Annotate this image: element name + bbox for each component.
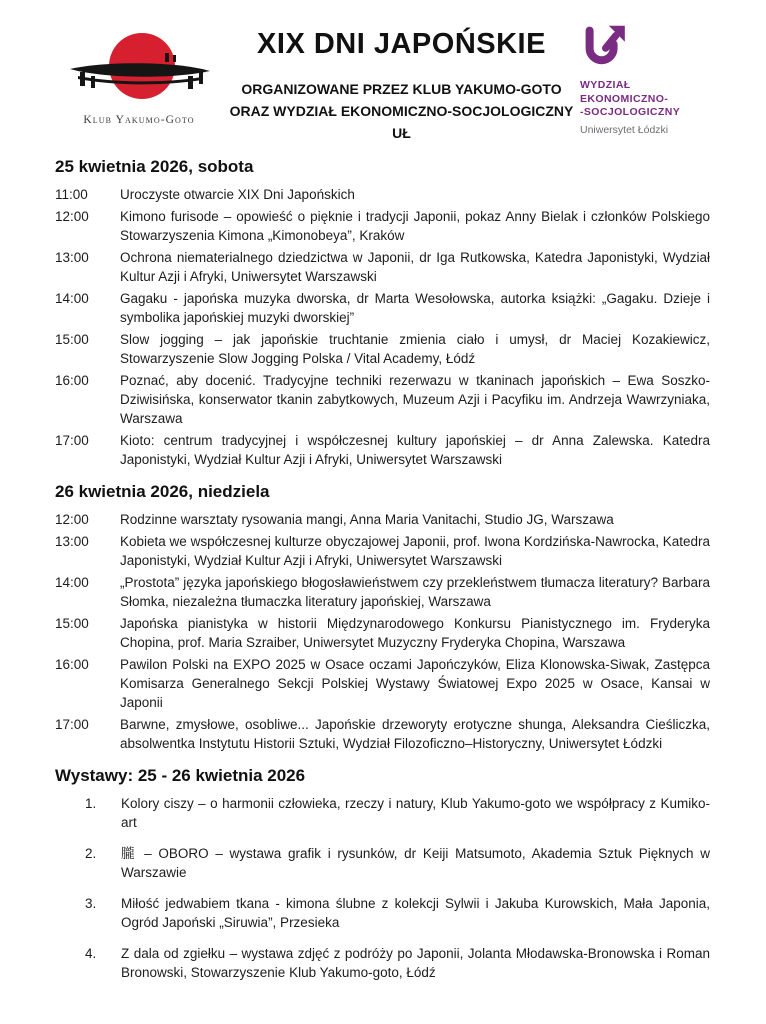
day-heading-saturday: 25 kwietnia 2026, sobota	[55, 157, 254, 176]
entry-text: Japońska pianistyka w historii Międzynarodowego Konkursu Pianistycznego im. Fryderyka Chopina, prof. Maria Szraiber, Uniwersytet Muzyczny Fryderyka Chopina, Warszawa	[120, 616, 710, 650]
entry-text: Pawilon Polski na EXPO 2025 w Osace oczami Japończyków, Eliza Klonowska-Siwak, Zastępca Komisarza Generalnego Sekcji Polskiej Wystawy Światowej Expo 2025 w Osace, Kansai w Japonii	[120, 657, 710, 710]
university-logo	[580, 24, 710, 136]
entry-text: Rodzinne warsztaty rysowania mangi, Anna Maria Vanitachi, Studio JG, Warszawa	[120, 512, 614, 527]
university-u-arrow-icon	[580, 24, 628, 74]
schedule-entry	[55, 614, 710, 652]
subtitle-line-1: ORGANIZOWANE PRZEZ KLUB YAKUMO-GOTO	[241, 81, 562, 97]
page-title: XIX DNI JAPOŃSKIE	[257, 28, 546, 60]
entry-time: 15:00	[55, 616, 89, 631]
schedule-entry	[55, 248, 710, 286]
schedule-entry	[55, 510, 710, 529]
exhibition-item	[85, 894, 710, 932]
entry-time: 15:00	[55, 332, 89, 347]
entry-time: 14:00	[55, 575, 89, 590]
faculty-name-line-3: -SOCJOLOGICZNY	[580, 106, 681, 118]
schedule-entry	[55, 431, 710, 469]
exhibition-text: Z dala od zgiełku – wystawa zdjęć z podróży po Japonii, Jolanta Młodawska-Bronowska i Roman Bronowski, Stowarzyszenie Klub Yakumo-goto, Łódź	[121, 946, 710, 980]
exhibition-number: 3.	[85, 896, 97, 911]
entry-text: Poznać, aby docenić. Tradycyjne techniki rezerwazu w tkaninach japońskich – Ewa Soszko-Dziwisińska, konserwator tkanin zabytkowych, Muzeum Azji i Pacyfiku im. Andrzeja Wawrzyniaka, Warszawa	[120, 373, 710, 426]
entry-time: 12:00	[55, 209, 89, 224]
entry-time: 11:00	[55, 187, 88, 202]
exhibitions-heading: Wystawy: 25 - 26 kwietnia 2026	[55, 766, 306, 785]
entry-text: Slow jogging – jak japońskie truchtanie zmienia ciało i umysł, dr Maciej Kozakiewicz, Stowarzyszenie Slow Jogging Polska / Vital Academy, Łódź	[120, 332, 710, 366]
schedule-entry	[55, 655, 710, 712]
exhibition-item	[85, 794, 710, 832]
university-name: Uniwersytet Łódzki	[580, 123, 669, 136]
exhibition-item	[85, 844, 710, 882]
entry-text: Ochrona niematerialnego dziedzictwa w Japonii, dr Iga Rutkowska, Katedra Japonistyki, Wydział Kultur Azji i Afryki, Uniwersytet Warszawski	[120, 250, 710, 284]
schedule-entry	[55, 573, 710, 611]
entry-time: 16:00	[55, 657, 89, 672]
exhibition-number: 1.	[85, 796, 97, 811]
schedule-entry	[55, 207, 710, 245]
document-header	[55, 24, 710, 144]
entry-time: 17:00	[55, 717, 89, 732]
schedule-entry	[55, 289, 710, 327]
schedule-entry	[55, 532, 710, 570]
faculty-name-line-1: WYDZIAŁ	[580, 79, 631, 91]
schedule-entry	[55, 371, 710, 428]
day-heading-sunday: 26 kwietnia 2026, niedziela	[55, 482, 270, 501]
entry-text: Gagaku - japońska muzyka dworska, dr Marta Wesołowska, autorka książki: „Gagaku. Dzieje i symbolika japońskiej muzyki dworskiej”	[120, 291, 710, 325]
exhibition-text: 朧 – OBORO – wystawa grafik i rysunków, dr Keiji Matsumoto, Akademia Sztuk Pięknych w Warszawie	[121, 846, 710, 880]
entry-text: Barwne, zmysłowe, osobliwe... Japońskie drzeworyty erotyczne shunga, Aleksandra Cieśliczka, absolwentka Instytutu Historii Sztuki, Wydział Filozoficzno–Historyczny, Uniwersytet Łódzki	[120, 717, 710, 751]
entry-text: Kimono furisode – opowieść o pięknie i tradycji Japonii, pokaz Anny Bielak i członków Polskiego Stowarzyszenia Kimona „Kimonobeya”, Kraków	[120, 209, 710, 243]
entry-time: 13:00	[55, 534, 89, 549]
schedule-entry	[55, 330, 710, 368]
entry-time: 13:00	[55, 250, 89, 265]
title-block	[223, 24, 580, 144]
exhibition-text: Kolory ciszy – o harmonii człowieka, rzeczy i natury, Klub Yakumo-goto we współpracy z Kumiko-art	[121, 796, 710, 830]
left-logo-caption: Klub Yakumo-Goto	[83, 114, 195, 126]
entry-time: 12:00	[55, 512, 89, 527]
exhibition-number: 2.	[85, 846, 97, 861]
exhibition-text: Miłość jedwabiem tkana - kimona ślubne z kolekcji Sylwii i Jakuba Kurowskich, Mała Japonia, Ogród Japoński „Siruwia”, Przesieka	[121, 896, 710, 930]
entry-text: „Prostota” języka japońskiego błogosławieństwem czy przekleństwem tłumacza literatury? Barbara Słomka, niezależna tłumaczka literatury japońskiej, Warszawa	[120, 575, 710, 609]
entry-text: Uroczyste otwarcie XIX Dni Japońskich	[120, 187, 355, 202]
subtitle-line-2: ORAZ WYDZIAŁ EKONOMICZNO-SOCJOLOGICZNY UŁ	[229, 103, 574, 141]
exhibition-item	[85, 944, 710, 982]
entry-time: 14:00	[55, 291, 89, 306]
entry-time: 17:00	[55, 433, 89, 448]
entry-time: 16:00	[55, 373, 89, 388]
exhibition-number: 4.	[85, 946, 97, 961]
schedule-entry	[55, 715, 710, 753]
entry-text: Kioto: centrum tradycyjnej i współczesnej kultury japońskiej – dr Anna Zalewska. Katedra Japonistyki, Wydział Kultur Azji i Afryki, Uniwersytet Warszawski	[120, 433, 710, 467]
faculty-name-line-2: EKONOMICZNO-	[580, 92, 669, 105]
klub-yakumo-goto-logo	[55, 24, 223, 126]
koto-on-sun-icon	[64, 28, 214, 108]
schedule-entry	[55, 185, 710, 204]
entry-text: Kobieta we współczesnej kulturze obyczajowej Japonii, prof. Iwona Kordzińska-Nawrocka, Katedra Japonistyki, Wydział Kultur Azji i Afryki, Uniwersytet Warszawski	[120, 534, 710, 568]
